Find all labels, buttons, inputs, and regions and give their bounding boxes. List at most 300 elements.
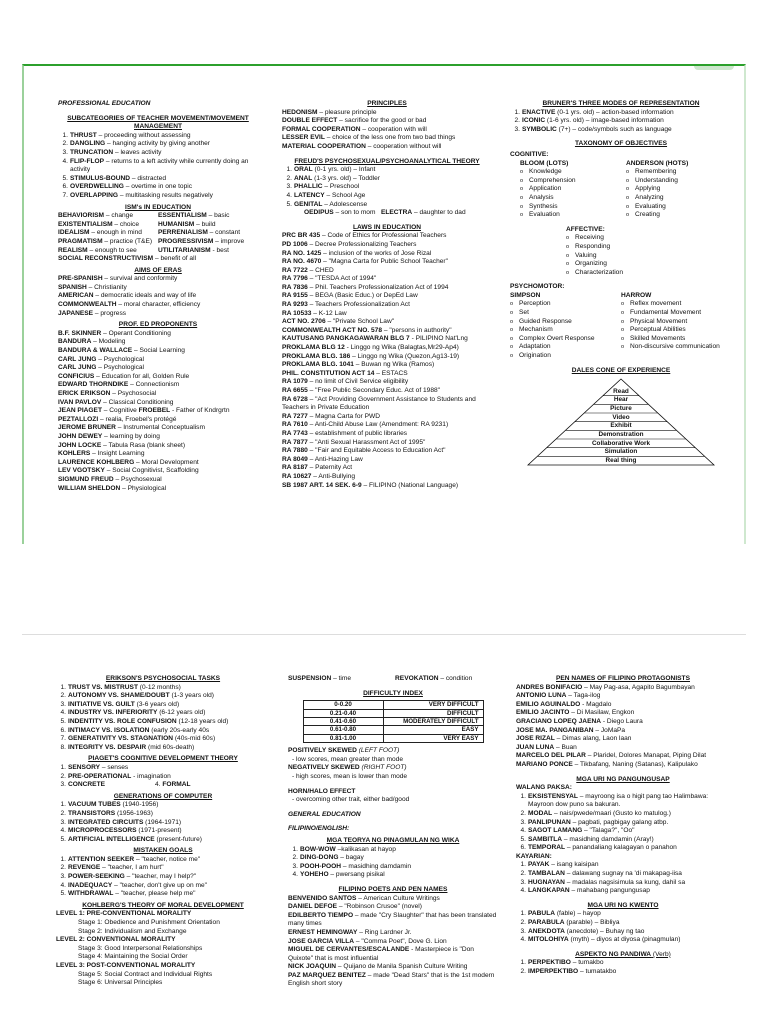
item-number: 2. — [520, 809, 526, 817]
item-term: INITIATIVE VS. GUILT — [68, 700, 135, 708]
item-desc: (1971-present) — [136, 827, 182, 835]
cone-level: Exhibit — [610, 422, 632, 430]
list-item — [520, 968, 730, 977]
item-term: HUMANISM — [158, 220, 195, 228]
list-item — [282, 143, 492, 152]
item-term: RA 10533 — [282, 309, 312, 317]
item-number: 4. — [62, 157, 68, 165]
teorya-list — [288, 846, 498, 880]
eras-heading: AIMS OF ERAS — [134, 266, 182, 274]
affective-item: o Organizing — [566, 260, 732, 269]
item-term: WILLIAM SHELDON — [58, 484, 121, 492]
principles-heading: PRINCIPLES — [367, 100, 407, 107]
item-desc: – Quijano de Manila Spanish Culture Writing — [336, 963, 468, 971]
item-desc: (parable) – Bibliya — [564, 919, 620, 927]
goals-list — [56, 856, 270, 899]
item-term: RA 7722 — [282, 266, 308, 274]
computer-heading: GENERATIONS OF COMPUTER — [113, 792, 213, 800]
kohlberg-heading: KOHLBERG'S THEORY OF MORAL DEVELOPMENT — [82, 901, 244, 909]
item-desc: – "Comma Poet", Dove G. Lion — [354, 937, 447, 945]
item-number: 2. — [520, 870, 526, 878]
item-term: ATTENTION SEEKER — [68, 855, 135, 863]
item-term: RA 7880 — [282, 447, 308, 455]
item-term: LAURENCE KOHLBERG — [58, 458, 135, 466]
item-term: RA 10627 — [282, 472, 312, 480]
simpson-item: o Perception — [510, 300, 621, 309]
list-item — [60, 809, 270, 819]
list-item — [58, 433, 258, 442]
list-item — [282, 439, 492, 448]
item-number: 8. — [60, 743, 66, 751]
list-item — [282, 318, 492, 327]
proponents-list — [58, 330, 258, 493]
list-item — [60, 709, 270, 718]
item-term: PROGRESSIVISM — [158, 237, 214, 245]
list-item — [514, 125, 732, 135]
item-term: SPANISH — [58, 283, 87, 291]
item-desc: – dalawang sugnay na 'di makapag-iisa — [564, 870, 682, 878]
item-desc: – tumakbo — [570, 959, 604, 967]
item-term: TEMPORAL — [528, 844, 565, 852]
list-item — [58, 338, 258, 347]
item-term: ANEKDOTA — [528, 927, 565, 935]
item-desc: – FILIPINO (National Language) — [361, 481, 459, 489]
item-number: 2. — [62, 140, 68, 148]
list-item — [60, 818, 270, 828]
item-term: BENVENIDO SANTOS — [288, 894, 357, 902]
list-item — [286, 166, 492, 175]
simpson-item: o Mechanism — [510, 326, 621, 335]
item-desc: (1-3 yrs. old) – Toddler — [312, 174, 381, 182]
item-desc: (1940-1956) — [120, 801, 159, 809]
poets-list — [288, 895, 498, 990]
list-item — [58, 399, 258, 408]
item-desc: – "Talaga?", "Oo" — [582, 827, 635, 835]
item-number: 3. — [286, 183, 292, 191]
item-number: 4. — [520, 827, 526, 835]
item-desc: – moral character, efficiency — [116, 301, 201, 309]
item-term: RA 9293 — [282, 301, 308, 309]
list-item — [282, 335, 492, 344]
kohlberg-stage: Stage 3: Good Interpersonal Relationships — [78, 944, 203, 952]
item-desc: – Taga-ilog — [566, 692, 601, 700]
item-desc: - Linggo ng Wika (Balagtas,Mr29-Ap4) — [344, 344, 459, 352]
item-term: PD 1006 — [282, 240, 308, 248]
item-desc: – improve — [213, 237, 245, 245]
list-item — [292, 845, 498, 855]
affective-item: o Responding — [566, 243, 732, 252]
kohlberg-stage: Stage 5: Social Contract and Individual Rights — [78, 970, 213, 978]
item-term: JOHN DEWEY — [58, 432, 103, 440]
item-desc: – Connectionism — [128, 381, 180, 389]
list-item — [58, 424, 258, 433]
item-desc: – "Robinson Crusoe" (novel) — [336, 903, 422, 911]
list-item — [520, 835, 730, 845]
list-item — [282, 353, 492, 362]
item-number: 4. — [520, 936, 526, 944]
list-item — [282, 117, 492, 126]
item-desc: – practice (T&E) — [102, 237, 153, 245]
item-number: 3. — [520, 878, 526, 886]
item-term: JEROME BRUNER — [58, 424, 116, 432]
item-term: PHALLIC — [294, 183, 323, 191]
item-term: EDWARD THORNDIKE — [58, 381, 129, 389]
kwento-heading: MGA URI NG KWENTO — [587, 901, 659, 909]
p1-col1 — [58, 100, 258, 493]
cone-level: Read — [613, 387, 629, 395]
list-item — [282, 267, 492, 276]
gen-ed: GENERAL EDUCATION — [288, 810, 361, 818]
item-term: ANDRES BONIFACIO — [516, 683, 583, 691]
list-item — [282, 301, 492, 310]
affective-block — [510, 226, 732, 278]
list-item — [58, 347, 258, 356]
item-desc: – "Anti Sexual Harassment Act of 1995" — [307, 438, 426, 446]
list-item — [60, 763, 270, 773]
item-desc: – Tikbafang, Naning (Satanas), Kalipulako — [572, 760, 698, 768]
item-desc: – Teachers Professionalization Act — [307, 301, 410, 309]
item-term: ESSENTIALISM — [158, 212, 207, 220]
item-term: ARTIFICIAL INTELLIGENCE — [68, 835, 155, 843]
cone-level: Demonstration — [598, 430, 644, 438]
item-desc: – K-12 Law — [311, 309, 347, 317]
laws-heading: LAWS IN EDUCATION — [352, 223, 421, 231]
item-desc: – School Age — [324, 191, 366, 199]
item-term: RA 8187 — [282, 464, 308, 472]
item-term: COMMONWEALTH ACT NO. 578 — [282, 326, 383, 334]
item-number: 7. — [60, 735, 66, 743]
item-desc: – made "Dead Stars" that is the 1st modern English short story — [288, 971, 495, 988]
erikson-list — [56, 684, 270, 753]
item-desc: – bagay — [338, 854, 364, 862]
item-desc: – Insight Learning — [90, 450, 145, 458]
item-desc: – Buan — [554, 743, 577, 751]
list-item — [60, 772, 270, 782]
freud-list — [282, 166, 492, 209]
item-term: PROKLAMA BLG. 186 — [282, 352, 351, 360]
item-term: MIGUEL DE CERVANTES/ESCALANDE — [288, 946, 410, 954]
list-item — [292, 854, 498, 863]
item-term: MATERIAL COOPERATION — [282, 142, 366, 150]
list-item — [58, 275, 258, 284]
cone-level: Hear — [613, 396, 629, 404]
simpson-item: o Guided Response — [510, 318, 621, 327]
list-item — [282, 378, 492, 387]
oedipus-row: OEDIPUS – son to mom ELECTRA – daughter to dad — [304, 209, 466, 217]
cone-level: Real thing — [605, 456, 637, 464]
item-number: 1. — [514, 108, 520, 116]
list-item — [58, 356, 258, 365]
item-term: RA 7610 — [282, 421, 308, 429]
list-item — [286, 183, 492, 192]
list-item — [58, 416, 258, 425]
item-desc: – Anti-Child Abuse Law (Amendment: RA 9231) — [307, 421, 449, 429]
item-desc: – Tabula Rasa (blank sheet) — [101, 441, 186, 449]
item-number: 2. — [292, 854, 298, 862]
simpson-item: o Adaptation — [510, 343, 621, 352]
item-number: 1. — [520, 910, 526, 918]
difficulty-range: 0.21-0.40 — [303, 709, 383, 717]
item-number: 2. — [60, 864, 66, 872]
list-item — [282, 370, 492, 379]
laws-list — [282, 232, 492, 490]
pos-skew: POSITIVELY SKEWED — [288, 747, 357, 755]
anderson-label: ANDERSON (HOTS) — [626, 159, 689, 167]
list-item — [516, 752, 730, 761]
cognitive-label: COGNITIVE: — [510, 150, 549, 158]
affective-item: o Receiving — [566, 234, 732, 243]
item-number: 1. — [60, 801, 66, 809]
item-number: 4. — [60, 881, 66, 889]
list-item — [60, 801, 270, 810]
pandiwa-heading: ASPEKTO NG PANDIWA (Verb) — [575, 950, 671, 958]
list-item — [282, 292, 492, 301]
item-term: PRE-SPANISH — [58, 275, 103, 283]
neg-skew: NEGATIVELY SKEWED — [288, 764, 360, 772]
list-item — [288, 946, 498, 963]
list-item — [282, 284, 492, 293]
item-desc: – learning by doing — [102, 432, 160, 440]
item-term: ANTONIO LUNA — [516, 692, 567, 700]
list-item — [288, 963, 498, 972]
item-desc: – senses — [100, 763, 129, 771]
item-term: CONFICIUS — [58, 372, 95, 380]
item-number: 3. — [60, 700, 66, 708]
item-term: JOSE RIZAL — [516, 735, 555, 743]
item-term: ACT NO. 2706 — [282, 318, 326, 326]
item-desc: – Cognitive — [101, 407, 137, 415]
list-item — [282, 126, 492, 135]
item-number: 1. — [60, 683, 66, 691]
item-term: PANLIPUNAN — [528, 818, 571, 826]
item-desc: – Psychosexual — [113, 475, 162, 483]
list-item — [282, 456, 492, 465]
item-desc: – Dimas alang, Laon laan — [554, 735, 632, 743]
list-item — [282, 447, 492, 456]
item-term: RA NO. 1425 — [282, 249, 322, 257]
list-item — [286, 191, 492, 201]
item-term: TRUNCATION — [70, 148, 114, 156]
item-term: GENERATIVITY VS. STAGNATION — [68, 735, 174, 743]
list-item — [292, 871, 498, 880]
item-term: LEV VGOTSKY — [58, 467, 105, 475]
list-item — [58, 284, 258, 293]
list-item — [60, 835, 270, 845]
pen-heading: PEN NAMES OF FILIPINO PROTAGONISTS — [556, 675, 690, 682]
item-term: IVAN PAVLOV — [58, 398, 102, 406]
difficulty-range: 0-0.20 — [303, 701, 383, 709]
item-term: EKSISTENSYAL — [528, 792, 578, 800]
item-desc: – tumatakbo — [578, 968, 617, 975]
list-item — [58, 390, 258, 399]
item-term: EMILIO JACINTO — [516, 709, 570, 717]
kohlberg-level: LEVEL 2: CONVENTIONAL MORALITY — [56, 936, 176, 944]
item-term: RA 7743 — [282, 429, 308, 437]
item-desc: – "teacher, I am hurt" — [100, 864, 164, 872]
walang-list — [516, 793, 730, 853]
item-desc: – isang kaisipan — [549, 861, 599, 869]
list-item — [282, 387, 492, 396]
item-desc: – Anti-Bullying — [311, 472, 356, 480]
item-desc: – Christianity — [86, 283, 127, 291]
list-item — [58, 229, 258, 238]
item-term: RA 6655 — [282, 387, 308, 394]
item-desc: – realia, Froebel's protégé — [98, 415, 177, 423]
p2-col2 — [288, 675, 498, 989]
item-desc: – CHED — [307, 266, 334, 274]
item-term: PERRENIALISM — [158, 229, 208, 237]
item-number: 1. — [520, 959, 526, 967]
list-item — [60, 717, 270, 727]
item-desc: – mahabang pangungusap — [569, 887, 650, 895]
item-term: GENITAL — [294, 200, 323, 208]
item-desc: - imagination — [131, 772, 171, 780]
item-number: 6. — [62, 183, 68, 191]
list-item — [58, 301, 258, 310]
item-term: RA 9155 — [282, 292, 308, 300]
piaget-list — [56, 764, 270, 781]
item-term: ERNEST HEMINGWAY — [288, 928, 358, 936]
list-item — [516, 744, 730, 753]
item-term: MARIANO PONCE — [516, 760, 573, 768]
item-number: 5. — [60, 890, 66, 898]
harrow-item: o Reflex movement — [621, 300, 732, 309]
list-item — [288, 895, 498, 904]
cone-level: Video — [612, 413, 630, 421]
item-desc: – overtime in one topic — [123, 183, 193, 191]
simpson-item: o Origination — [510, 352, 621, 361]
item-desc: – Psychosocial — [110, 390, 157, 397]
item-term: JOSE GARCIA VILLA — [288, 937, 355, 945]
item-term: JAPANESE — [58, 309, 94, 317]
list-item — [282, 482, 492, 491]
difficulty-heading: DIFFICULTY INDEX — [363, 689, 423, 697]
item-desc: – pleasure principle — [317, 108, 377, 116]
difficulty-row — [303, 701, 483, 709]
list-item — [520, 959, 730, 968]
item-term: WITHDRAWAL — [68, 890, 114, 898]
list-item — [282, 413, 492, 422]
list-item — [60, 726, 270, 736]
list-item — [58, 292, 258, 301]
teorya-heading: MGA TEORYA NG PINAGMULAN NG WIKA — [326, 836, 460, 844]
item-number: 4. — [520, 887, 526, 895]
item-number: 3. — [62, 148, 68, 156]
list-item — [58, 221, 258, 230]
item-desc: – "Act Providing Government Assistance to Students and Teachers in Private Education — [282, 395, 476, 412]
item-desc: – "TESDA Act of 1994" — [307, 275, 377, 283]
affective-label: AFFECTIVE: — [566, 225, 605, 233]
difficulty-row — [303, 718, 483, 726]
ism-right — [158, 221, 258, 230]
item-term: FORMAL COOPERATION — [282, 125, 361, 133]
list-item — [60, 827, 270, 836]
item-term: ERICK ERIKSON — [58, 390, 111, 397]
list-item — [58, 381, 258, 390]
item-desc: –kalikasan at hayop — [335, 845, 396, 853]
item-term: SAMBITLA — [528, 835, 563, 843]
pos-skew-desc: - low scores, mean greater than mode — [292, 755, 404, 763]
list-item — [58, 467, 258, 476]
list-item — [282, 361, 492, 370]
item-term: VACUUM TUBES — [68, 801, 121, 809]
difficulty-label: VERY DIFFICULT — [383, 701, 483, 709]
item-desc: (6-12 years old) — [157, 709, 206, 717]
item-desc: – Code of Ethics for Professional Teachers — [320, 232, 447, 240]
list-item — [60, 683, 270, 693]
kayarian-list — [516, 861, 730, 895]
list-item — [60, 881, 270, 891]
halo-desc: - overcoming other trait, either bad/good — [292, 796, 410, 804]
item-desc: – JoMaPa — [593, 726, 626, 734]
list-item — [288, 912, 498, 929]
item-desc: – Anti-Hazing Law — [307, 455, 363, 463]
item-desc: – multitasking results negatively — [118, 191, 213, 199]
harrow-item: o Non-discursive communication — [621, 343, 732, 352]
item-number: 3. — [520, 927, 526, 935]
item-term: COMMONWEALTH — [58, 301, 117, 309]
list-item — [58, 212, 258, 221]
item-desc: – democratic ideals and way of life — [93, 292, 197, 300]
list-item — [520, 792, 730, 810]
item-desc: – choice — [112, 220, 139, 228]
list-item — [288, 938, 498, 947]
item-desc: – mayroong isa o higit pang tao Halimbawa: Mayroon dow puno sa bakuran. — [528, 792, 709, 809]
piaget-heading: PIAGET'S COGNITIVE DEVELOPMENT THEORY — [88, 755, 238, 763]
item-desc: – distracted — [130, 174, 166, 182]
item-desc: (early 20s-early 40s — [149, 726, 210, 734]
list-item — [60, 735, 270, 744]
item-desc: (0-12 months) — [137, 683, 181, 691]
difficulty-range: 0.61-0.80 — [303, 726, 383, 734]
subcategories-list — [58, 132, 258, 201]
item-desc: – pwersang pisikal — [328, 871, 385, 879]
item-desc: (1-3 years old) — [169, 692, 214, 700]
list-item — [282, 275, 492, 284]
list-item — [292, 862, 498, 872]
item-desc: – "Private School Law" — [325, 318, 395, 326]
item-term: STIMULUS-BOUND — [70, 174, 131, 182]
difficulty-label: MODERATELY DIFFICULT — [383, 718, 483, 726]
cone-level: Collaborative Work — [591, 439, 651, 447]
list-item — [62, 174, 258, 184]
list-item — [520, 861, 730, 870]
item-number: 5. — [60, 835, 66, 843]
ism-left — [58, 229, 158, 238]
list-item — [282, 258, 492, 267]
item-desc: - PILIPINO Nat'Lng — [409, 335, 468, 343]
item-term: IMPERPEKTIBO — [528, 968, 579, 975]
item-term: MICROPROCESSORS — [68, 827, 137, 835]
item-desc: (0-1 yrs. old) – Infant — [312, 166, 376, 174]
kayarian: KAYARIAN: — [516, 852, 552, 860]
item-term: INTIMACY VS. ISOLATION — [68, 726, 150, 734]
isms-last: SOCIAL RECONSTRUCTIVISM – benefit of all — [58, 255, 197, 263]
list-item — [520, 927, 730, 937]
item-number: 5. — [286, 200, 292, 208]
kohlberg-stage: Stage 4: Maintaining the Social Order — [78, 953, 188, 961]
item-desc: – Operant Conditioning — [101, 329, 171, 337]
item-term: TRUST VS. MISTRUST — [68, 683, 138, 691]
isms-list — [58, 212, 258, 255]
item-term: JUAN LUNA — [516, 743, 555, 751]
item-term: INTEGRATED CIRCUITS — [68, 818, 144, 826]
item-term: FROEBEL — [138, 407, 171, 415]
item-term: THRUST — [70, 131, 97, 139]
list-item — [516, 761, 730, 770]
item-term: INDENTITY VS. ROLE CONFUSION — [68, 717, 177, 725]
item-desc: – "Fair and Equitable Access to Education Act" — [307, 447, 446, 455]
